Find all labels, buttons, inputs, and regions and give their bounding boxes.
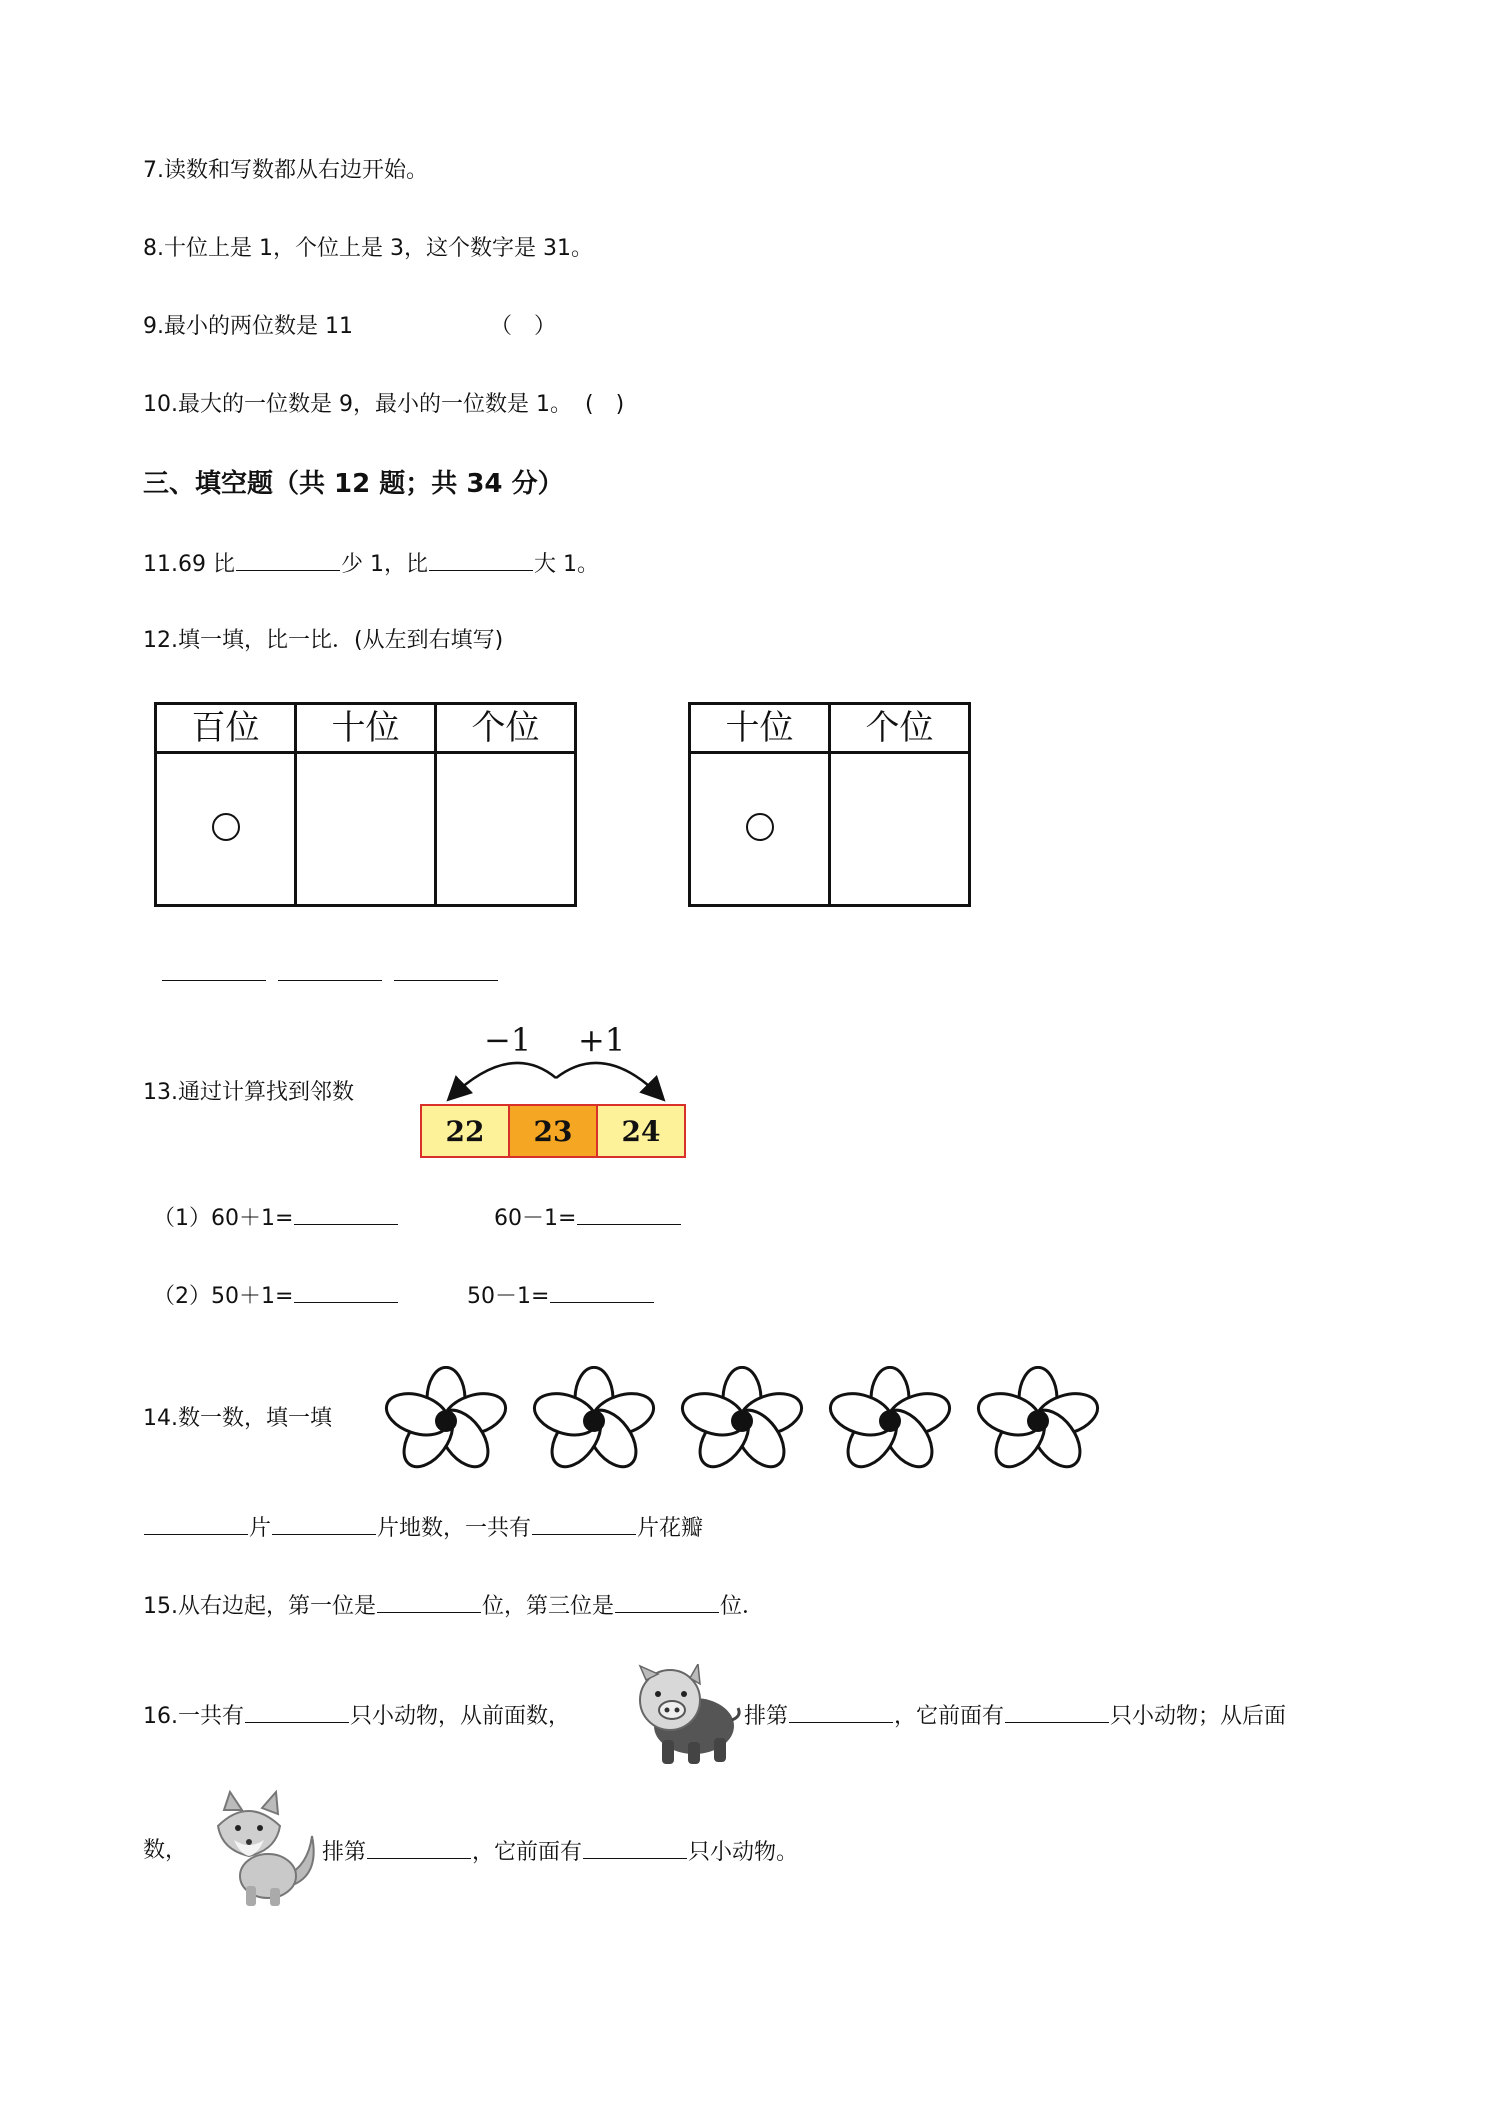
header-tens: 十位 [690,704,830,753]
answer-blank[interactable] [577,1202,681,1225]
place-value-table-tens [688,702,971,907]
header-hundreds: 百位 [156,704,296,753]
question-14-answer: 片 片地数，一共有 片花瓣 [143,1512,703,1544]
question-10: 10.最大的一位数是 9，最小的一位数是 1。 ( ) [143,392,625,417]
answer-blank[interactable] [272,1512,376,1535]
answer-blank[interactable] [615,1590,719,1613]
number-strip [420,1104,686,1158]
question-13-sub2-right: 50－1= [467,1280,655,1312]
question-16-line-2-cont: 排第 ，它前面有 只小动物。 [322,1836,798,1868]
minus-arrow [450,1063,556,1098]
cell-ones [830,753,970,906]
answer-blank[interactable] [1005,1700,1109,1723]
answer-blank[interactable] [294,1202,398,1225]
answer-blank[interactable] [236,548,340,571]
cell-tens [296,753,436,906]
answer-blank[interactable] [394,960,498,981]
answer-blank[interactable] [789,1700,893,1723]
question-9: 9.最小的两位数是 11 [143,314,353,339]
question-9-answer-paren[interactable]: （ ） [490,314,557,339]
answer-blank[interactable] [367,1836,471,1859]
question-16-line-1-cont: 排第 ，它前面有 只小动物；从后面 [744,1700,1286,1732]
question-15: 15.从右边起，第一位是 位，第三位是 位． [143,1590,764,1622]
question-11: 11.69 比 少 1，比 大 1。 [143,548,599,580]
header-ones: 个位 [436,704,576,753]
question-16-line-2: 数， [143,1838,188,1863]
answer-blank[interactable] [532,1512,636,1535]
question-13: 13.通过计算找到邻数 [143,1080,354,1105]
question-13-sub2-left: （2）50＋1= [153,1280,399,1312]
flower-icon [520,1366,668,1476]
question-12: 12.填一填，比一比．(从左到右填写) [143,628,504,653]
pig-icon [632,1664,742,1768]
answer-blank[interactable] [429,548,533,571]
answer-blank[interactable] [550,1280,654,1303]
bead-icon [746,813,774,841]
bead-icon [212,813,240,841]
answer-blank[interactable] [377,1590,481,1613]
cell-hundreds [156,753,296,906]
answer-blank[interactable] [162,960,266,981]
question-7: 7.读数和写数都从右边开始。 [143,158,428,183]
cell-ones [436,753,576,906]
question-13-sub1-right: 60－1= [494,1202,682,1234]
answer-blank[interactable] [245,1700,349,1723]
neighbor-arrows [430,1020,690,1110]
flower-icon [816,1366,964,1476]
number-cell: 22 [422,1106,508,1156]
question-8: 8.十位上是 1，个位上是 3，这个数字是 31。 [143,236,593,261]
answer-blank[interactable] [294,1280,398,1303]
plus-arrow [556,1063,662,1098]
section-3-title: 三、填空题（共 12 题；共 34 分） [143,469,564,499]
flower-icon [668,1366,816,1476]
answer-blank[interactable] [583,1836,687,1859]
header-tens: 十位 [296,704,436,753]
answer-blank[interactable] [144,1512,248,1535]
flower-row [372,1366,1112,1476]
plus-one-label: +1 [578,1021,626,1059]
header-ones: 个位 [830,704,970,753]
answer-blank[interactable] [278,960,382,981]
fox-icon [210,1790,322,1908]
place-value-table-hundreds [154,702,577,907]
minus-one-label: −1 [484,1021,532,1059]
number-cell: 24 [596,1106,684,1156]
question-12-answer-blanks [162,960,510,985]
question-14: 14.数一数，填一填 [143,1406,332,1431]
question-16-line-1: 16.一共有 只小动物，从前面数， [143,1700,570,1732]
number-cell: 23 [508,1106,596,1156]
flower-icon [964,1366,1112,1476]
question-10-answer-paren[interactable]: ( ) [584,392,625,417]
question-13-sub1-left: （1）60＋1= [153,1202,399,1234]
flower-icon [372,1366,520,1476]
cell-tens [690,753,830,906]
